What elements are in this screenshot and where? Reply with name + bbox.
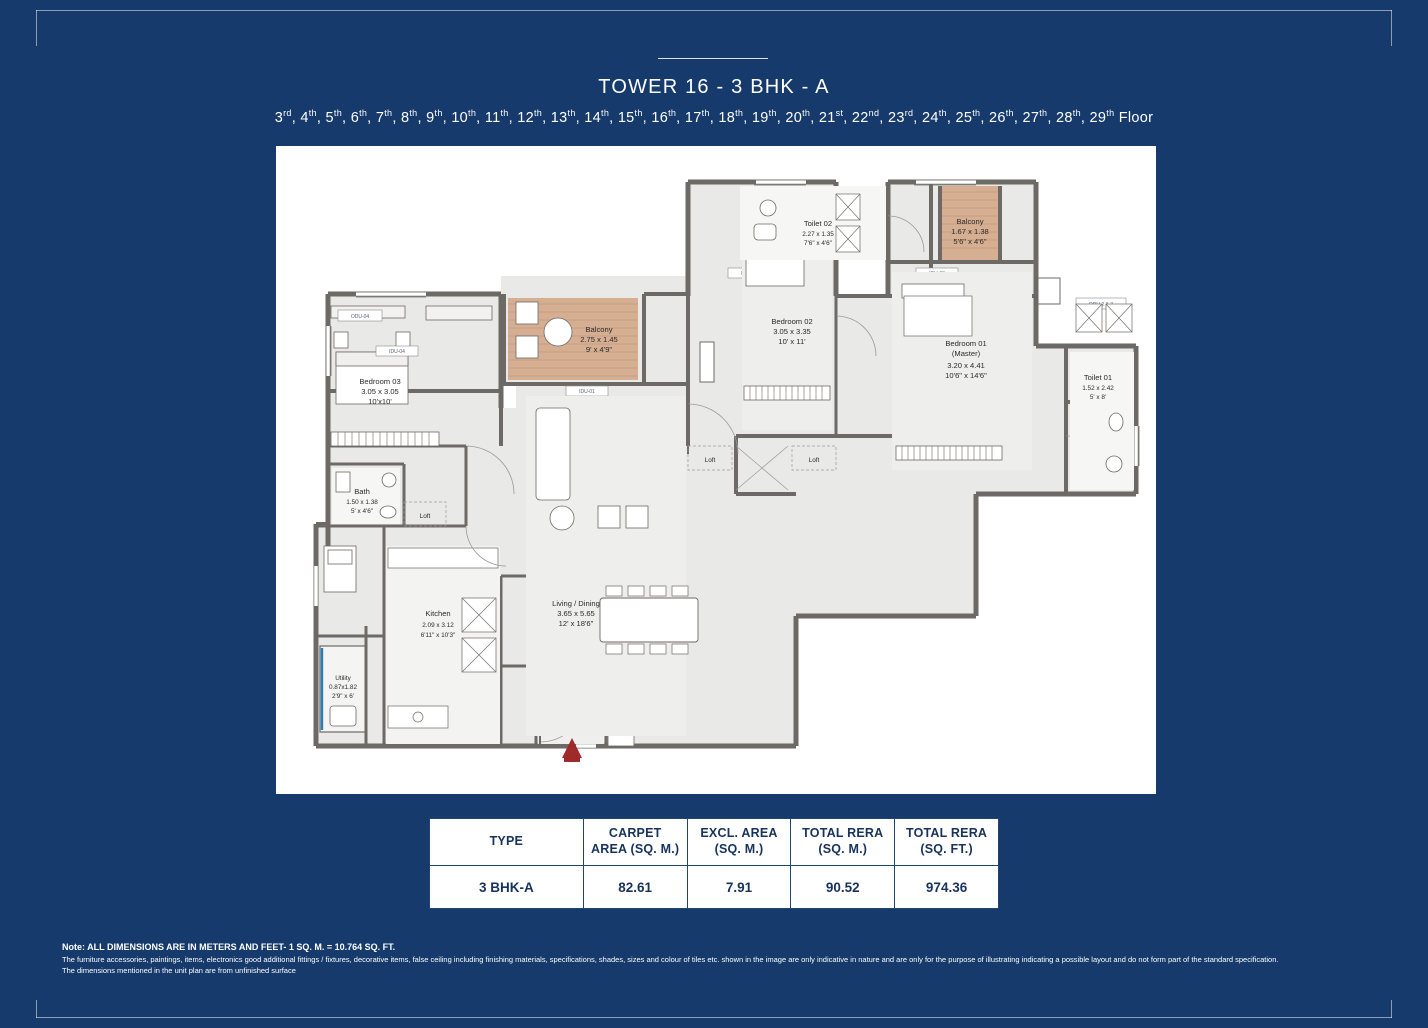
page-title: TOWER 16 - 3 BHK - A [598,76,830,98]
bedroom-02-wardrobe [744,386,830,400]
svg-text:3.05 x 3.35: 3.05 x 3.35 [773,327,811,336]
svg-text:Loft: Loft [808,457,820,464]
note-unfinished-surface: The dimensions mentioned in the unit plan are from unfinished surface [62,965,296,975]
cell-excl-area: 7.91 [687,866,791,909]
svg-text:10'6" x 14'6": 10'6" x 14'6" [945,371,987,380]
table-header-row [430,819,999,866]
svg-text:9' x 4'9": 9' x 4'9" [585,345,613,354]
bedroom-03-wardrobe [331,432,439,446]
svg-text:2.27 x 1.35: 2.27 x 1.35 [802,231,834,238]
floor-list: 3rd, 4th, 5th, 6th, 7th, 8th, 9th, 10th, 11th, 12th, 13th, 14th, 15th, 16th, 17th, 18th, 19th, 20th, 21st, 22nd, 23rd, 24th, 25th, 26th, 27th, 28th, 29th Floor [274,108,1154,126]
svg-text:Bedroom 01: Bedroom 01 [945,339,987,348]
utility-room [320,646,366,732]
cell-total-rera-sqm: 90.52 [791,866,895,909]
frame-bottom-right-line [1391,1000,1392,1018]
svg-text:Balcony: Balcony [956,217,984,226]
frame-top-line [36,10,1392,11]
frame-bottom-left-line [36,1000,37,1018]
svg-text:7'6" x 4'6": 7'6" x 4'6" [804,240,832,247]
area-table [429,818,999,909]
svg-text:Toilet 02: Toilet 02 [803,219,833,228]
th-carpet-area: CARPET AREA (SQ. M.) [583,819,687,866]
svg-text:Loft: Loft [704,457,716,464]
svg-text:5' x 8': 5' x 8' [1089,394,1107,401]
svg-text:5' x 4'6": 5' x 4'6" [350,508,374,515]
svg-text:(Master): (Master) [951,349,981,358]
floor-plan-drawing [276,146,1156,794]
th-total-rera-sqm: TOTAL RERA (SQ. M.) [791,819,895,866]
svg-text:Bedroom 02: Bedroom 02 [771,317,813,326]
svg-text:1.50 x 1.38: 1.50 x 1.38 [346,499,378,506]
floor-plan-canvas [276,146,1156,794]
svg-text:12' x 18'6": 12' x 18'6" [558,619,594,628]
svg-text:Kitchen: Kitchen [425,609,451,618]
svg-text:Toilet 01: Toilet 01 [1083,373,1113,382]
table-row [430,866,999,909]
living-dining-room [526,396,698,736]
svg-text:2'9" x 6': 2'9" x 6' [331,693,355,700]
note-disclaimer: The furniture accessories, paintings, items, electronics good additional fittings / fixtures, decorative items, false ceiling including finishing materials, specifications, shades, sizes and colour of tiles etc. shown in the image are only indicative in nature and are only for the purpose of illustrating indicating a possible layout and do not form part of the standard specification. [62,955,1279,964]
svg-text:1.52 x 2.42: 1.52 x 2.42 [1082,385,1114,392]
svg-text:Bath: Bath [354,487,370,496]
cell-total-rera-sqft: 974.36 [895,866,999,909]
frame-left-line [36,10,37,46]
notes-block [62,942,1372,977]
th-type: TYPE [430,819,584,866]
title-divider [658,58,768,59]
th-total-rera-sqft: TOTAL RERA (SQ. FT.) [895,819,999,866]
svg-text:IDU-01: IDU-01 [579,389,595,395]
svg-text:Balcony: Balcony [585,325,613,334]
note-dimensions: Note: ALL DIMENSIONS ARE IN METERS AND FEET- 1 SQ. M. = 10.764 SQ. FT. [62,942,396,952]
svg-text:1.67 x 1.38: 1.67 x 1.38 [951,227,989,236]
svg-text:Utility: Utility [335,675,351,682]
svg-text:10'x10': 10'x10' [368,397,392,406]
svg-text:2.75 x 1.45: 2.75 x 1.45 [580,335,618,344]
svg-text:IDU-04: IDU-04 [389,349,405,355]
svg-text:Loft: Loft [419,513,431,520]
kitchen-room [386,546,500,744]
svg-text:3.05 x 3.05: 3.05 x 3.05 [361,387,399,396]
svg-text:3.20 x 4.41: 3.20 x 4.41 [947,361,985,370]
cell-type: 3 BHK-A [430,866,584,909]
svg-text:3.65 x 5.65: 3.65 x 5.65 [557,609,595,618]
svg-text:10' x 11': 10' x 11' [778,337,806,346]
svg-text:5'6" x 4'6": 5'6" x 4'6" [953,237,987,246]
svg-text:ODU-04: ODU-04 [350,314,370,320]
balcony-master-room [940,186,1000,260]
svg-text:ODU 2 & 3: 2 [1101,302,1105,308]
svg-text:Living / Dining: Living / Dining [552,599,600,608]
bedroom-03-label: Bedroom 03 [359,377,401,386]
svg-text:6'11" x 10'3": 6'11" x 10'3" [420,632,456,639]
toilet-02-room [740,186,886,260]
cell-carpet-area: 82.61 [583,866,687,909]
bedroom-01-room [892,272,1032,470]
bedroom-01-wardrobe [896,446,1002,460]
th-excl-area: EXCL. AREA (SQ. M.) [687,819,791,866]
svg-text:2.09 x 3.12: 2.09 x 3.12 [422,622,454,629]
frame-bottom-line [36,1017,1392,1018]
toilet-01-room [1070,304,1134,490]
washer-appliance [324,546,356,592]
frame-right-line [1391,10,1392,46]
svg-text:0.87x1.82: 0.87x1.82 [328,684,358,691]
bath-room [332,468,400,524]
